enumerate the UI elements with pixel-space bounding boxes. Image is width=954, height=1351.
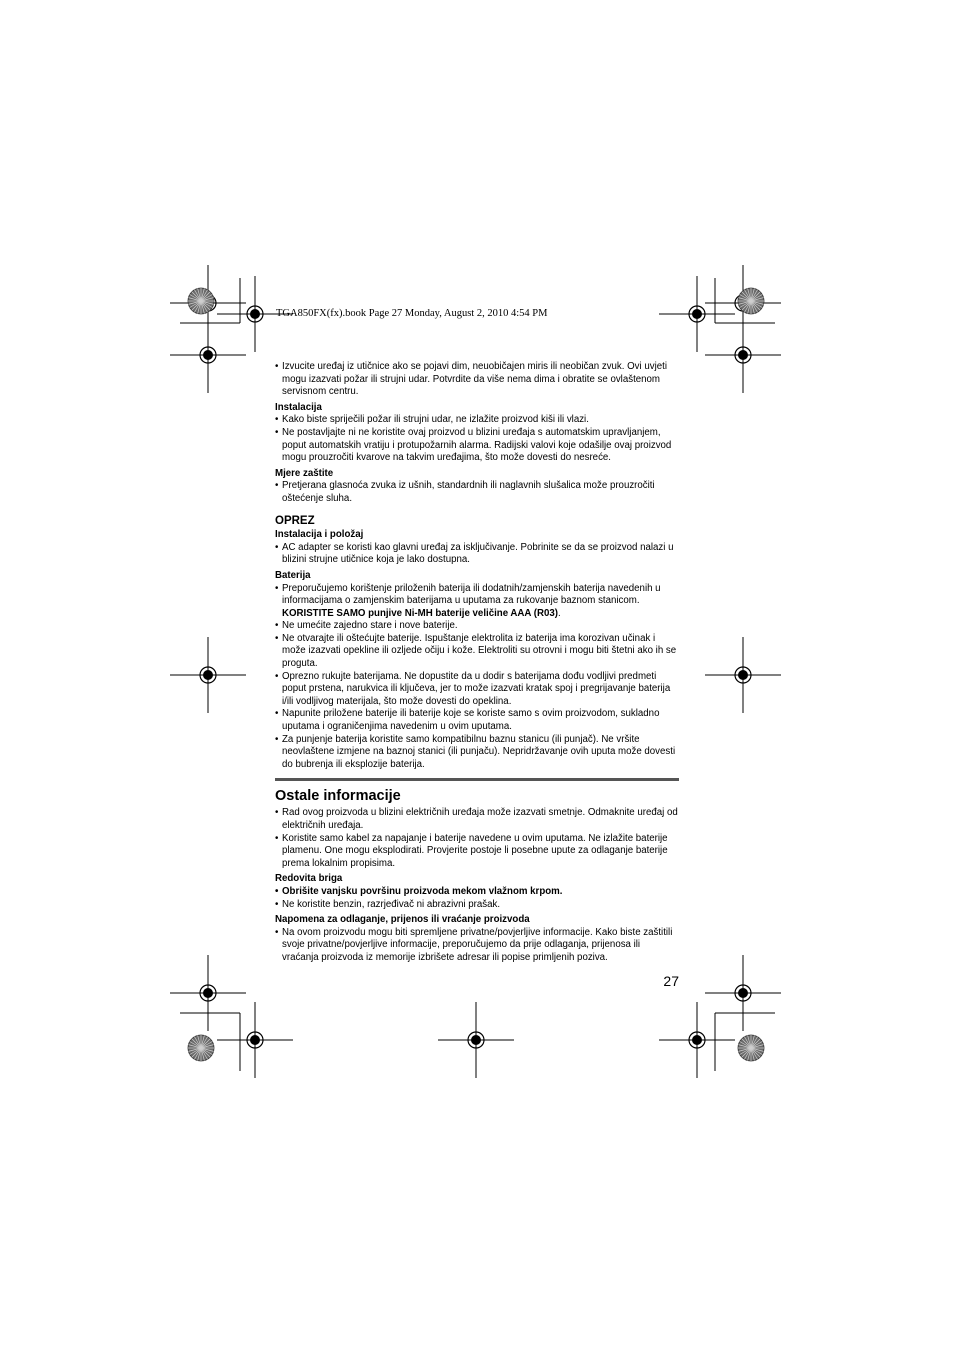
list-item: • Ne koristite benzin, razrjeđivač ni abrazivni prašak. (275, 899, 679, 912)
oprez-title: OPREZ (275, 514, 315, 527)
starburst-registration-icon (188, 1035, 214, 1061)
crosshair-registration-icon (705, 317, 781, 393)
battery-type-note: KORISTITE SAMO punjive Ni-MH baterije veličine AAA (R03) (282, 607, 558, 619)
list-item: • Ne postavljajte ni ne koristite ovaj proizvod u blizini uređaja s automatskim upravljanjem, poput automatskih vratiju i protupožarnih alarma. Radijski valovi koje odašilje ovaj proizvod mogu prouzročiti kvarove na takvim uređajima, što može dovesti do nesreće. (275, 427, 679, 465)
list-item (275, 583, 679, 621)
list-item: • Pretjerana glasnoća zvuka iz ušnih, standardnih ili naglavnih slušalica može prouzročiti oštećenje sluha. (275, 480, 679, 505)
heading-instalacija-polozaj: Instalacija i položaj (275, 529, 364, 541)
book-header: TGA850FX(fx).book Page 27 Monday, August 2, 2010 4:54 PM (276, 308, 548, 319)
crosshair-registration-icon (170, 637, 246, 713)
list-item-text: Preporučujemo korištenje priloženih baterija ili dodatnih/zamjenskih baterija navedenih u informacijama o zamjenskim baterijama u uputama za rukovanje baznom stanicom. (282, 582, 661, 607)
heading-instalacija: Instalacija (275, 401, 322, 413)
heading-redovita-briga: Redovita briga (275, 873, 343, 885)
crosshair-registration-icon (705, 637, 781, 713)
list-item: • AC adapter se koristi kao glavni uređaj za isključivanje. Pobrinite se da se proizvod nalazi u blizini strujne utičnice koja je lako dostupna. (275, 542, 679, 567)
list-item: • Koristite samo kabel za napajanje i baterije navedene u ovim uputama. Ne izlažite baterije plamenu. One mogu eksplodirati. Provjerite postoje li posebne upute za odlaganje baterije prema lokalnim propisima. (275, 833, 679, 871)
crosshair-registration-icon (438, 1002, 514, 1078)
list-item: • Obrišite vanjsku površinu proizvoda mekom vlažnom krpom. (275, 886, 679, 899)
list-item: • Oprezno rukujte baterijama. Ne dopustite da u dodir s baterijama dođu vodljivi predmeti poput prstena, narukvica ili ključeva, jer to može izazvati kratak spoj i pregrijavanje baterija i/ili vodljivog materijala, što može dovesti do opeklina. (275, 671, 679, 709)
heading-napomena: Napomena za odlaganje, prijenos ili vraćanje proizvoda (275, 914, 530, 926)
heading-mjere-zastite: Mjere zaštite (275, 467, 334, 479)
list-item: • Ne otvarajte ili oštećujte baterije. Ispuštanje elektrolita iz baterija ima korozivan učinak i može izazvati opekline ili ozljede očiju i kože. Elektroliti su otrovni i mogu biti štetni ako ih se proguta. (275, 633, 679, 671)
list-item: • Izvucite uređaj iz utičnice ako se pojavi dim, neuobičajen miris ili neobičan zvuk. Ovi uvjeti mogu izazvati požar ili strujni udar. Potvrdite da više nema dima i obratite se ovlaštenom servisnom centru. (275, 361, 679, 399)
starburst-registration-icon (738, 1035, 764, 1061)
crosshair-registration-icon (170, 955, 246, 1031)
page-number: 27 (663, 973, 679, 989)
list-item: • Ne umećite zajedno stare i nove baterije. (275, 620, 679, 633)
list-item: • Rad ovog proizvoda u blizini električnih uređaja može izazvati smetnje. Odmaknite uređaj od električnih uređaja. (275, 807, 679, 832)
list-item: • Napunite priložene baterije ili baterije koje se koriste samo s ovim proizvodom, sukladno uputama i ograničenjima navedenim u ovim uputama. (275, 708, 679, 733)
list-item-end: . (557, 607, 561, 619)
crosshair-registration-icon (170, 317, 246, 393)
page-content (275, 361, 679, 965)
starburst-registration-icon (738, 288, 764, 314)
heading-baterija: Baterija (275, 569, 311, 581)
list-item: • Za punjenje baterija koristite samo kompatibilnu baznu stanicu (ili punjač). Ne vršite neovlaštene izmjene na baznoj stanici (ili punjaču). Nepridržavanje ovih uputa može dovesti do bubrenja ili eksplozije baterija. (275, 734, 679, 772)
crosshair-registration-icon (705, 955, 781, 1031)
list-item: • Na ovom proizvodu mogu biti spremljene privatne/povjerljive informacije. Kako biste zaštitili svoje privatne/povjerljive informacije, preporučujemo da prije odlaganja, prijenosa ili vraćanja proizvoda iz memorije izbrišete adresar ili popise primljenih poziva. (275, 927, 679, 965)
section-title-ostale: Ostale informacije (275, 788, 401, 805)
section-divider (275, 778, 679, 781)
list-item: • Kako biste spriječili požar ili strujni udar, ne izlažite proizvod kiši ili vlazi. (275, 414, 679, 427)
crosshair-registration-icon (659, 276, 735, 352)
starburst-registration-icon (188, 288, 214, 314)
